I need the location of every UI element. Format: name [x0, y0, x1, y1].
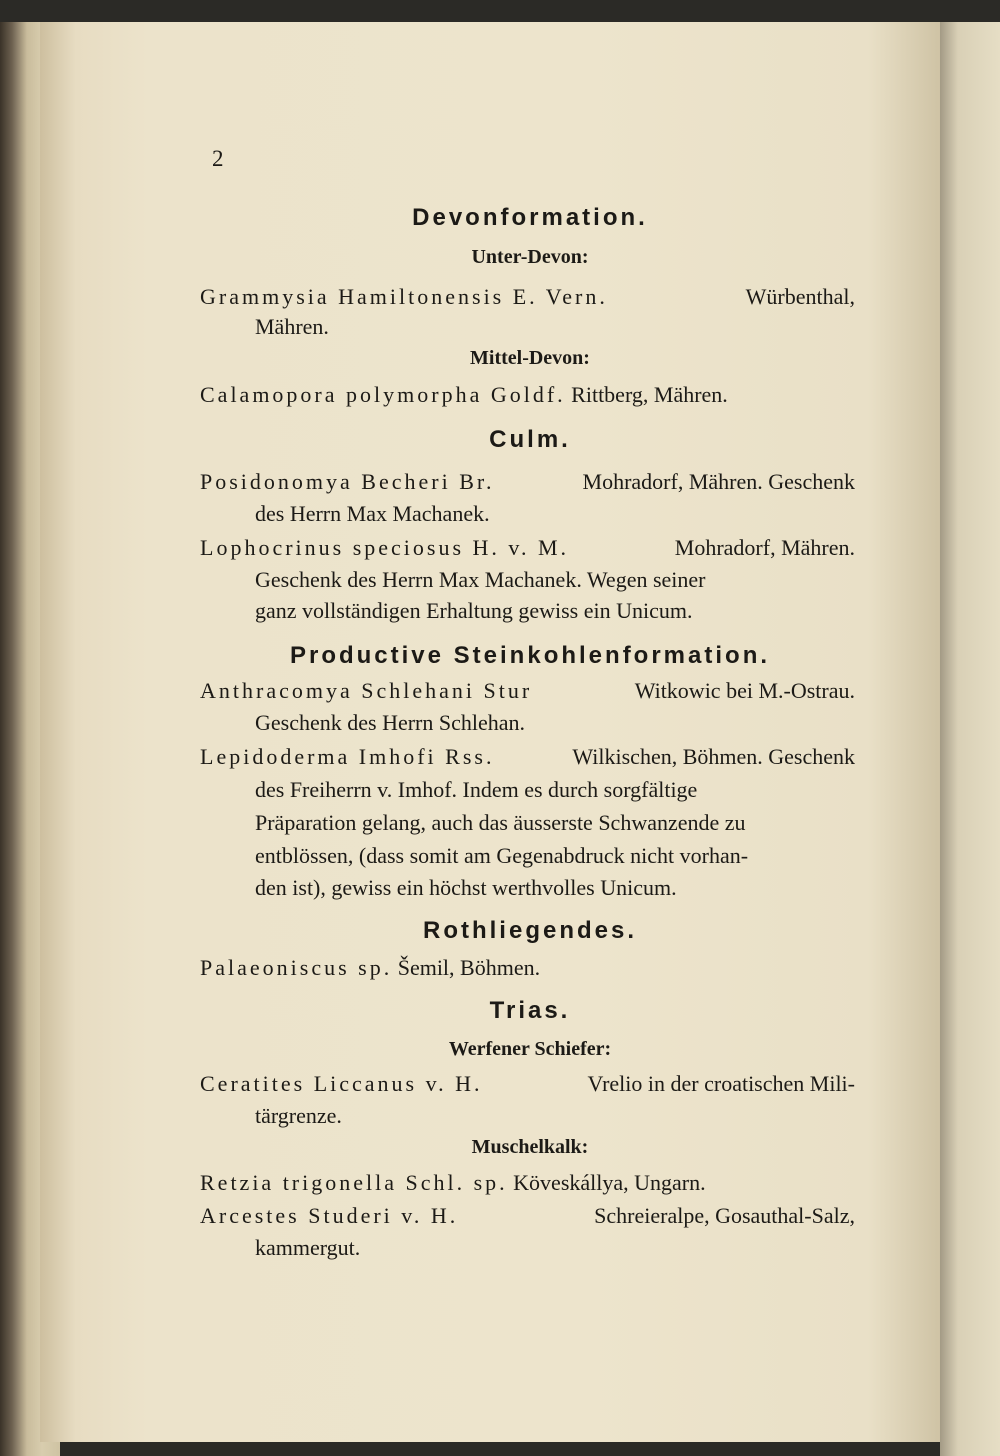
entry-lepidoderma-line3: Präparation gelang, auch das äusserste Schwanzende zu: [255, 810, 746, 835]
locality: Köveskállya, Ungarn.: [513, 1170, 706, 1195]
entry-retzia: [200, 1170, 706, 1196]
locality: Rittberg, Mähren.: [571, 382, 728, 407]
locality: Šemil, Böhmen.: [397, 955, 541, 980]
heading-culm: Culm.: [489, 426, 571, 453]
entry-arcestes-line2: kammergut.: [255, 1235, 361, 1260]
entry-lepidoderma-line5: den ist), gewiss ein höchst werthvolles Unicum.: [255, 875, 677, 900]
species-name: Posidonomya Becheri Br.: [200, 469, 495, 494]
entry-grammysia-line1: [200, 284, 855, 310]
entry-posidonomya-line2: des Herrn Max Machanek.: [255, 501, 490, 526]
subheading-werfener-schiefer: Werfener Schiefer:: [448, 1038, 612, 1060]
entry-lepidoderma-line2: des Freiherrn v. Imhof. Indem es durch sorgfältige: [255, 777, 698, 802]
locality: Vrelio in der croatischen Mili-: [587, 1071, 855, 1096]
locality: Witkowic bei M.-Ostrau.: [634, 678, 855, 703]
entry-lepidoderma-line1: [200, 744, 855, 770]
page-number: 2: [212, 146, 224, 171]
entry-posidonomya-line1: [200, 469, 855, 495]
entry-ceratites-line1: [200, 1071, 855, 1097]
heading-rothliegendes: Rothliegendes.: [422, 917, 638, 944]
locality: Mohradorf, Mähren.: [674, 535, 855, 560]
subheading-mittel-devon: Mittel-Devon:: [470, 347, 590, 369]
book-edge-right: [940, 22, 1000, 1456]
species-name: Calamopora polymorpha Goldf.: [200, 382, 566, 407]
entry-lophocrinus-line3: ganz vollständigen Erhaltung gewiss ein Unicum.: [255, 598, 693, 623]
subheading-muschelkalk: Muschelkalk:: [471, 1136, 589, 1158]
locality: Würbenthal,: [745, 284, 855, 309]
entry-grammysia-line2: Mähren.: [255, 314, 329, 339]
species-name: Anthracomya Schlehani Stur: [200, 678, 533, 703]
entry-lophocrinus-line1: [200, 535, 855, 561]
species-name: Palaeoniscus sp.: [200, 955, 393, 980]
species-name: Grammysia Hamiltonensis E. Vern.: [200, 284, 608, 309]
heading-devonformation: Devonformation.: [412, 204, 648, 231]
species-name: Retzia trigonella Schl. sp.: [200, 1170, 508, 1195]
heading-trias: Trias.: [489, 997, 571, 1024]
entry-lophocrinus-line2: Geschenk des Herrn Max Machanek. Wegen seiner: [255, 567, 706, 592]
heading-productive-steinkohlenformation: Productive Steinkohlenformation.: [289, 642, 771, 669]
entry-palaeoniscus: [200, 955, 540, 981]
locality: Mohradorf, Mähren. Geschenk: [582, 469, 855, 494]
entry-arcestes-line1: [200, 1203, 855, 1229]
entry-lepidoderma-line4: entblössen, (dass somit am Gegenabdruck nicht vorhan-: [255, 843, 749, 868]
subheading-unter-devon: Unter-Devon:: [471, 246, 589, 268]
entry-calamopora: [200, 382, 728, 408]
entry-anthracomya-line1: [200, 678, 855, 704]
entry-ceratites-line2: tärgrenze.: [255, 1103, 342, 1128]
species-name: Arcestes Studeri v. H.: [200, 1203, 459, 1228]
locality: Schreieralpe, Gosauthal-Salz,: [594, 1203, 855, 1228]
species-name: Lophocrinus speciosus H. v. M.: [200, 535, 570, 560]
entry-anthracomya-line2: Geschenk des Herrn Schlehan.: [255, 710, 526, 735]
locality: Wilkischen, Böhmen. Geschenk: [572, 744, 855, 769]
species-name: Ceratites Liccanus v. H.: [200, 1071, 483, 1096]
species-name: Lepidoderma Imhofi Rss.: [200, 744, 495, 769]
